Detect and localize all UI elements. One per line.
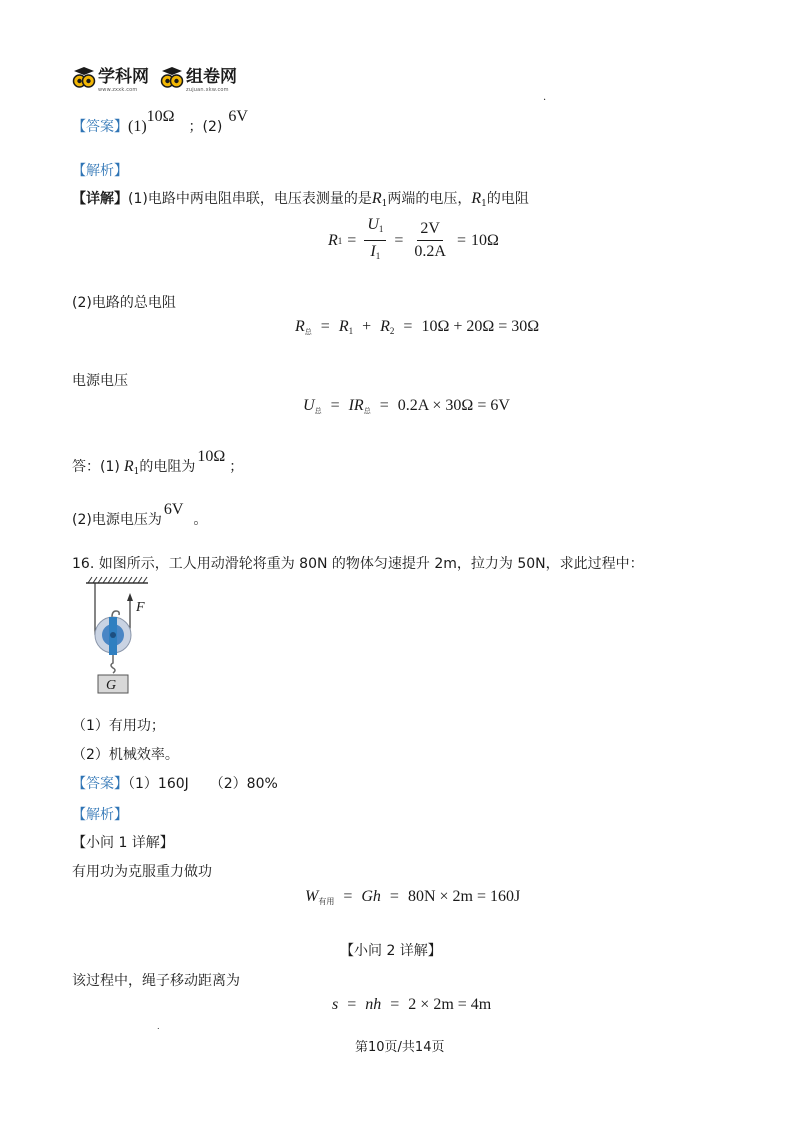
detail-text-b: 两端的电压，	[387, 191, 472, 207]
label-G: G	[106, 678, 117, 693]
q16-answer-line: 【答案】（1）160J （2）80%	[72, 776, 278, 792]
detail-text-a: (1)电路中两电阻串联，电压表测量的是	[128, 191, 372, 207]
q16-sub-2: （2）机械效率。	[72, 747, 179, 763]
stray-dot: .	[543, 92, 547, 103]
var-r1: R	[471, 190, 482, 207]
answer-separator: ；(2)	[188, 119, 223, 135]
var-r1-sub: 1	[381, 199, 388, 209]
detail-tag: 【详解】	[72, 191, 128, 207]
q16-stem: 16. 如图所示，工人用动滑轮将重为 80N 的物体匀速提升 2m，拉力为 50N，求此过程中：	[72, 556, 644, 572]
logo-zujuan-url: zujuan.xkw.com	[186, 87, 229, 93]
q15-detail-line	[72, 188, 529, 209]
analysis-tag: 【解析】	[72, 163, 128, 179]
var-r1-sub: 1	[481, 199, 487, 209]
equation-r1: R 1 = $\frac{U_1}{I_1}$ = $\frac{2V}{0.2A}$ = 10Ω	[328, 215, 499, 266]
owl-logo-icon	[160, 67, 184, 89]
header-logo-zujuan	[160, 62, 237, 93]
conclusion-2: (2)电源电压为6V。	[72, 501, 208, 528]
footer-dot: .	[157, 1022, 160, 1031]
conclusion-1: 答：(1) $R_1$的电阻为10Ω；	[72, 448, 244, 477]
answer-value-1: 10Ω	[146, 108, 175, 125]
voltage-label: 电源电压	[72, 373, 128, 389]
page-number: 第10页/共14页	[355, 1040, 445, 1055]
owl-logo-icon	[72, 67, 96, 89]
detail-text-c: 的电阻	[486, 191, 529, 207]
fraction-u-over-i: $\frac{U_1}{I_1}$	[364, 215, 386, 266]
q16-part2-tag: 【小问 2 详解】	[340, 943, 442, 959]
logo-zujuan-text: 组卷网	[186, 67, 237, 87]
equation-rope-distance: s = nh = 2 × 2m = 4m	[332, 996, 492, 1013]
q15-answer-line	[72, 108, 248, 142]
pulley-figure	[82, 575, 162, 695]
q16-part2-text: 该过程中，绳子移动距离为	[72, 973, 240, 989]
answer-tag: 【答案】	[72, 119, 128, 135]
logo-zxxk-text: 学科网	[98, 67, 149, 87]
q16-analysis-tag: 【解析】	[72, 807, 128, 823]
logo-zxxk-url: www.zxxk.com	[98, 87, 138, 93]
label-F: F	[136, 600, 145, 615]
q16-part1-tag: 【小问 1 详解】	[72, 835, 174, 851]
equation-useful-work: $W_{有用} = Gh = 80N \times 2m = 160J$	[305, 888, 521, 906]
q16-sub-1: （1）有用功；	[72, 718, 165, 734]
equation-u-total: $U_总 = IR_总 = 0.2A \times 30\Omega = 6V$	[303, 397, 510, 415]
header-logo-zxxk	[72, 62, 149, 93]
q16-part1-text: 有用功为克服重力做功	[72, 864, 212, 880]
equation-r-total: $R_总 = R_1 + R_2 = 10\Omega + 20\Omega = 30\Omega$	[295, 318, 540, 336]
answer-value-2: 6V	[228, 108, 248, 125]
fraction-values: $\frac{2V}{0.2A}$	[414, 220, 446, 260]
var-r1: R	[371, 190, 382, 207]
answer-part-1: (1)	[128, 118, 147, 135]
total-resistance-label: (2)电路的总电阻	[72, 295, 176, 311]
